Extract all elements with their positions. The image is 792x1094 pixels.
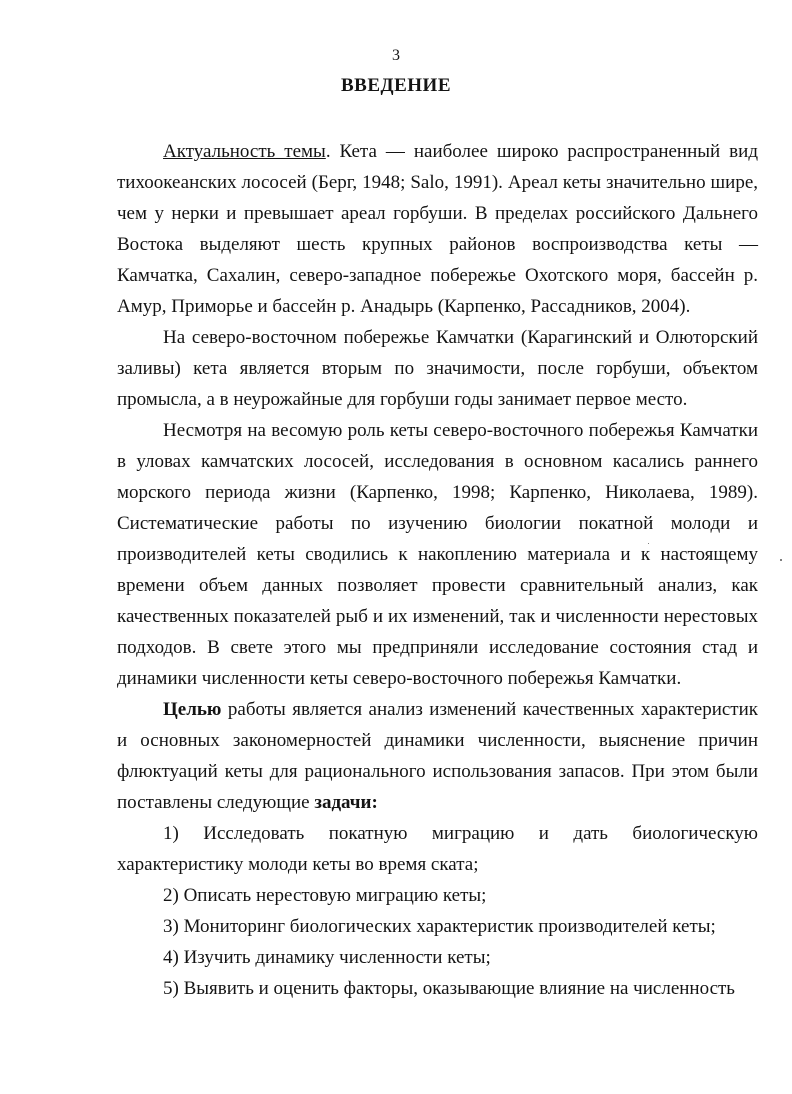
tasks-label: задачи <box>314 792 372 813</box>
task-1-line-2: характеристику молоди кеты во время ската; <box>117 854 479 875</box>
paragraph-relevance <box>117 136 758 322</box>
task-1-line-1: 1) Исследовать покатную миграцию и дать биологическую <box>163 823 758 844</box>
task-item-1 <box>117 818 758 880</box>
tasks-colon: : <box>371 792 378 813</box>
goal-label: Целью <box>163 699 222 720</box>
paragraph-research-state: Несмотря на весомую роль кеты северо-восточного побережья Камчатки в уловах камчатских лососей, исследования в основном касались раннего морского периода жизни (Карпенко, 1998; Карпенко, Николаева, 1989). Систематические работы по изучению биологии покатной молоди и производителей кеты сводились к накоплению материала и к настоящему времени объем данных позволяет провести сравнительный анализ, как качественных показателей рыб и их изменений, так и численности нерестовых подходов. В свете этого мы предприняли исследование состояния стад и динамики численности кеты северо-восточного побережья Камчатки. <box>117 420 758 689</box>
task-item-2: 2) Описать нерестовую миграцию кеты; <box>163 885 487 906</box>
paragraph-goal <box>117 694 758 818</box>
page-number: 3 <box>392 47 400 64</box>
scan-speck <box>648 543 649 544</box>
relevance-label: Актуальность темы <box>163 141 326 162</box>
task-item-4: 4) Изучить динамику численности кеты; <box>163 947 491 968</box>
task-item-5: 5) Выявить и оценить факторы, оказывающие влияние на численность <box>163 978 735 999</box>
body-text <box>117 136 758 1004</box>
goal-text: работы является анализ изменений качественных характеристик и основных закономерностей динамики численности, выяснение причин флюктуаций кеты для рационального использования запасов. При этом были поставлены следующие <box>117 699 758 813</box>
relevance-text: . Кета — наиболее широко распространенный вид тихоокеанских лососей (Берг, 1948; Salo, 1991). Ареал кеты значительно шире, чем у нерки и превышает ареал горбуши. В пределах российского Дальнего Востока выделяют шесть крупных районов воспроизводства кеты — Камчатка, Сахалин, северо-западное побережье Охотского моря, бассейн р. Амур, Приморье и бассейн р. Анадырь (Карпенко, Рассадников, 2004). <box>117 141 758 317</box>
task-item-3: 3) Мониторинг биологических характеристик производителей кеты; <box>163 916 716 937</box>
section-heading: ВВЕДЕНИЕ <box>341 75 451 96</box>
scan-speck <box>780 559 782 561</box>
paragraph-kamchatka-fishery: На северо-восточном побережье Камчатки (Карагинский и Олюторский заливы) кета является вторым по значимости, после горбуши, объектом промысла, а в неурожайные для горбуши годы занимает первое место. <box>117 327 758 410</box>
